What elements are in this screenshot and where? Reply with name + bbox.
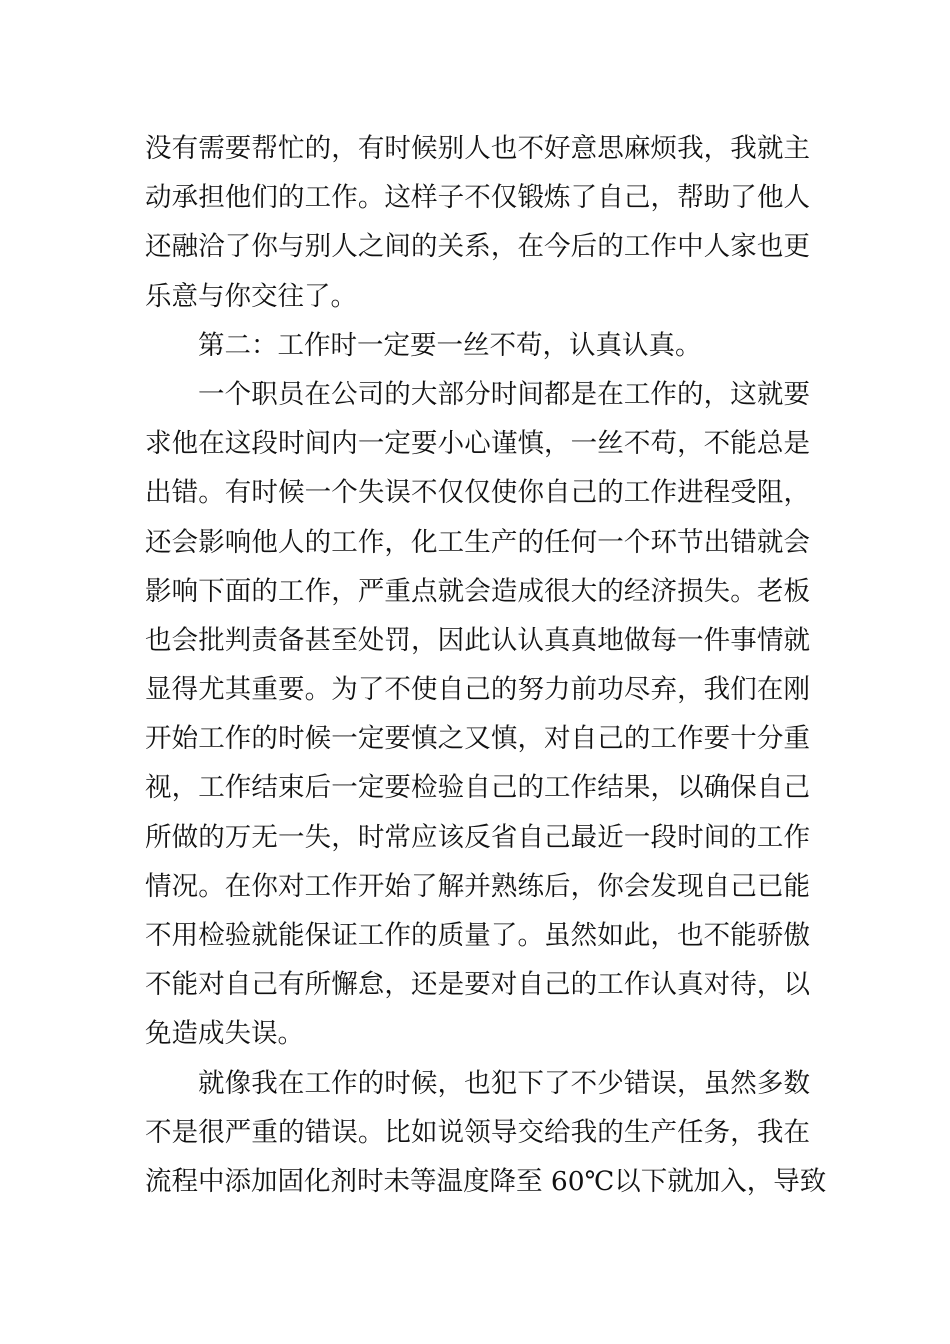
text-line: 就像我在工作的时候，也犯下了不少错误，虽然多数 <box>198 1067 810 1099</box>
text-line: 也会批判责备甚至处罚，因此认认真真地做每一件事情就 <box>145 624 810 656</box>
text-line: 开始工作的时候一定要慎之又慎，对自己的工作要十分重 <box>145 723 810 755</box>
text-line: 免造成失误。 <box>145 1018 304 1050</box>
text-line: 流程中添加固化剂时未等温度降至 60℃以下就加入，导致 <box>145 1165 827 1197</box>
text-line: 求他在这段时间内一定要小心谨慎，一丝不苟，不能总是 <box>145 428 810 460</box>
section-heading: 第二：工作时一定要一丝不苟，认真认真。 <box>198 329 702 361</box>
text-line: 不用检验就能保证工作的质量了。虽然如此，也不能骄傲 <box>145 920 810 951</box>
text-line: 影响下面的工作，严重点就会造成很大的经济损失。老板 <box>145 575 810 607</box>
text-line: 没有需要帮忙的，有时候别人也不好意思麻烦我，我就主 <box>145 133 810 164</box>
text-line: 乐意与你交往了。 <box>145 280 357 312</box>
document-body-text <box>145 124 827 1206</box>
text-line: 视，工作结束后一定要检验自己的工作结果，以确保自己 <box>145 772 810 804</box>
text-line: 情况。在你对工作开始了解并熟练后，你会发现自己已能 <box>145 870 810 902</box>
text-line: 动承担他们的工作。这样子不仅锻炼了自己，帮助了他人 <box>145 182 810 214</box>
text-line: 出错。有时候一个失误不仅仅使你自己的工作进程受阻， <box>145 477 810 509</box>
text-line: 还会影响他人的工作，化工生产的任何一个环节出错就会 <box>145 526 810 558</box>
text-line: 一个职员在公司的大部分时间都是在工作的，这就要 <box>198 378 810 410</box>
text-line: 还融洽了你与别人之间的关系，在今后的工作中人家也更 <box>145 231 810 263</box>
text-line: 不是很严重的错误。比如说领导交给我的生产任务，我在 <box>145 1116 810 1148</box>
text-line: 不能对自己有所懈怠，还是要对自己的工作认真对待，以 <box>145 969 810 1001</box>
text-line: 所做的万无一失，时常应该反省自己最近一段时间的工作 <box>145 821 810 853</box>
text-line: 显得尤其重要。为了不使自己的努力前功尽弃，我们在刚 <box>145 674 810 706</box>
